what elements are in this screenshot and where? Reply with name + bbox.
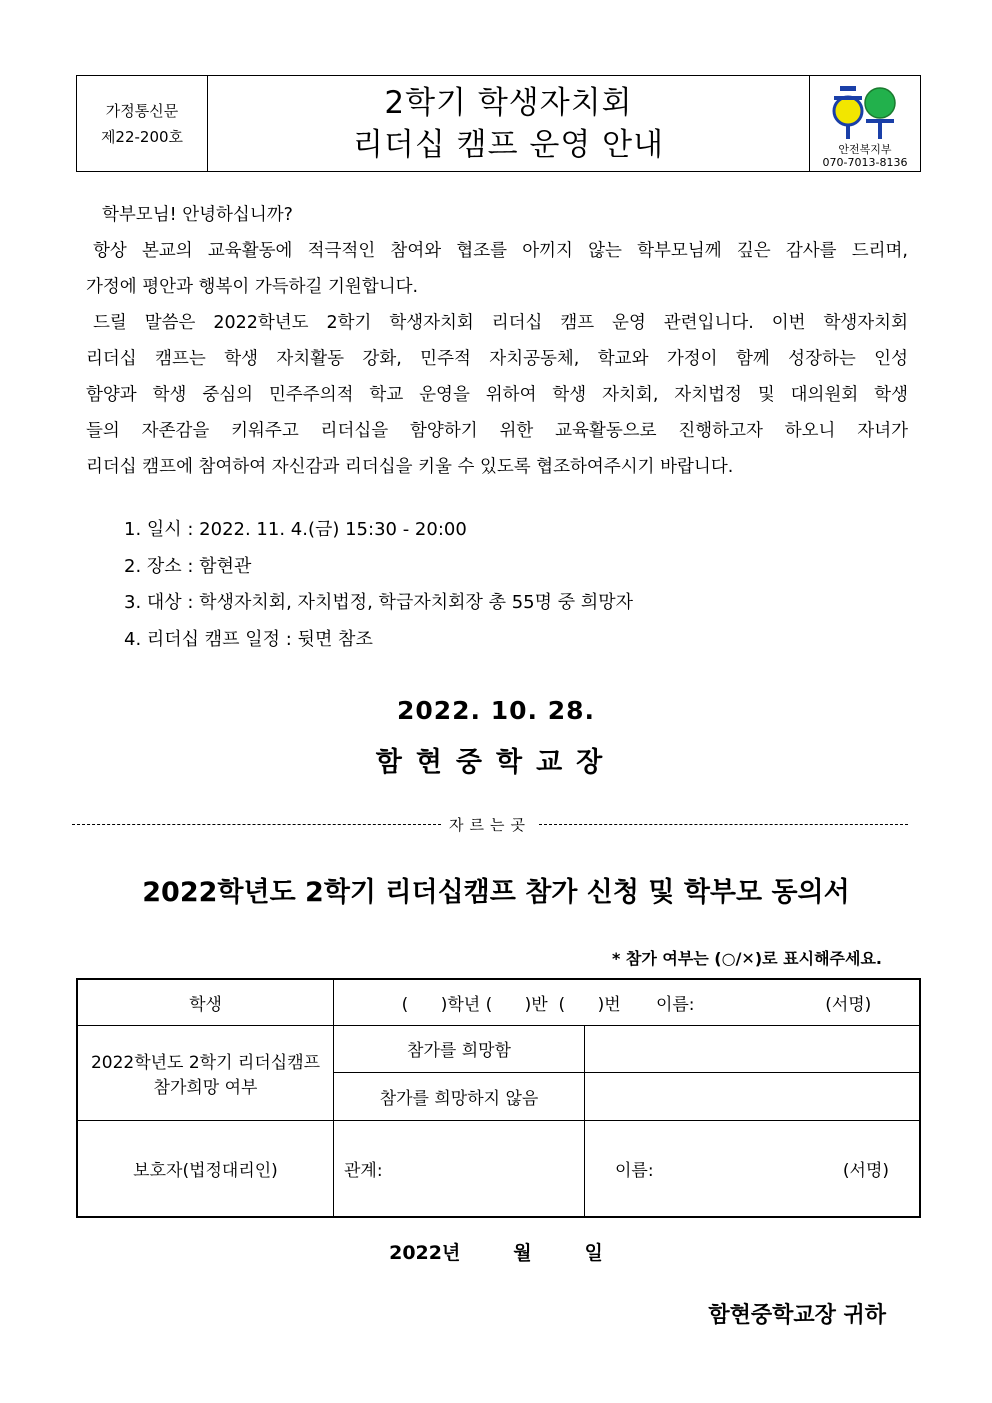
document-number: 제22-200호 — [100, 127, 184, 146]
student-info-cell[interactable] — [334, 979, 921, 1025]
paragraph-2-line-3: 함양과 학생 중심의 민주주의적 학교 운영을 위하여 학생 자치회, 자치법정 및 대의원회 학생 — [86, 385, 908, 405]
guardian-relation-label: 관계: — [344, 1160, 383, 1181]
list-item: 1. 일시 : 2022. 11. 4.(금) 15:30 - 20:00 — [124, 519, 467, 540]
title-line-1: 2학기 학생자치회 — [384, 84, 633, 121]
paragraph-2-line-2: 리더십 캠프는 학생 자치활동 강화, 민주적 자치공동체, 학교와 가정이 함께 성장하는 인성 — [86, 349, 908, 369]
consent-form-table — [76, 978, 921, 1218]
table-row — [77, 1025, 920, 1072]
option-yes-mark-cell[interactable] — [585, 1025, 921, 1072]
list-item: 3. 대상 : 학생자치회, 자치법정, 학급자치회장 총 55명 중 희망자 — [124, 592, 634, 613]
option-yes-label: 참가를 희망함 — [334, 1025, 585, 1072]
guardian-signature-label: (서명) — [842, 1160, 889, 1181]
document-title — [208, 76, 809, 171]
cut-label: 자르는곳 — [449, 816, 531, 834]
paragraph-1-line-1: 항상 본교의 교육활동에 적극적인 참여와 협조를 아끼지 않는 학부모님께 깊은 감사를 드리며, — [93, 241, 908, 261]
event-details-list — [124, 512, 633, 658]
form-title: 2022학년도 2학기 리더십캠프 참가 신청 및 학부모 동의서 — [142, 877, 850, 908]
issue-date: 2022. 10. 28. — [396, 696, 596, 725]
option-no-label: 참가를 희망하지 않음 — [334, 1072, 585, 1120]
cut-line — [72, 814, 908, 835]
paragraph-1-line-2: 가정에 평안과 행복이 가득하길 기원합니다. — [86, 277, 419, 297]
student-name-label: 이름: — [655, 994, 695, 1015]
document-header — [76, 75, 921, 172]
guardian-relation-cell[interactable] — [334, 1120, 585, 1217]
letter-body — [86, 197, 908, 485]
guardian-label: 보호자(법정대리인) — [77, 1120, 334, 1217]
dashed-divider — [539, 824, 908, 825]
list-item: 4. 리더십 캠프 일정 : 뒷면 참조 — [124, 628, 373, 650]
paragraph-2-line-5: 리더십 캠프에 참여하여 자신감과 리더십을 키울 수 있도록 협조하여주시기 바랍니다. — [86, 457, 734, 477]
table-row — [77, 979, 920, 1025]
participation-label — [77, 1025, 334, 1120]
school-logo-icon — [830, 83, 900, 141]
student-grade-class-number: ( )학년 ( )반 ( )번 — [401, 994, 621, 1015]
table-row — [77, 1120, 920, 1217]
option-no-mark-cell[interactable] — [585, 1072, 921, 1120]
guardian-name-label: 이름: — [615, 1160, 654, 1181]
form-addressee: 함현중학교장 귀하 — [708, 1303, 886, 1328]
principal-signature: 함현중학교장 — [375, 747, 617, 778]
title-line-2: 리더십 캠프 운영 안내 — [352, 126, 665, 163]
greeting: 학부모님! 안녕하십니까? — [102, 205, 293, 225]
dashed-divider — [72, 824, 441, 825]
guardian-name-cell[interactable] — [585, 1120, 921, 1217]
participation-label-line-2: 참가희망 여부 — [153, 1077, 258, 1098]
document-category: 가정통신문 — [105, 101, 179, 120]
student-label: 학생 — [77, 979, 334, 1025]
department-name: 안전복지부 — [838, 143, 892, 156]
department-phone: 070-7013-8136 — [822, 156, 908, 169]
list-item: 2. 장소 : 함현관 — [124, 555, 252, 577]
paragraph-2-line-4: 들의 자존감을 키워주고 리더십을 함양하기 위한 교육활동으로 진행하고자 하오니 자녀가 — [86, 421, 909, 441]
header-meta — [77, 76, 208, 171]
participation-label-line-1: 2022학년도 2학기 리더십캠프 — [90, 1052, 321, 1073]
department-contact — [809, 76, 920, 171]
paragraph-2-line-1: 드릴 말씀은 2022학년도 2학기 학생자치회 리더십 캠프 운영 관련입니다. 이번 학생자치회 — [93, 313, 908, 333]
form-instruction: * 참가 여부는 (○/✕)로 표시해주세요. — [611, 949, 882, 968]
form-date-line: 2022년 월 일 — [389, 1242, 603, 1264]
student-signature-label: (서명) — [825, 994, 872, 1015]
